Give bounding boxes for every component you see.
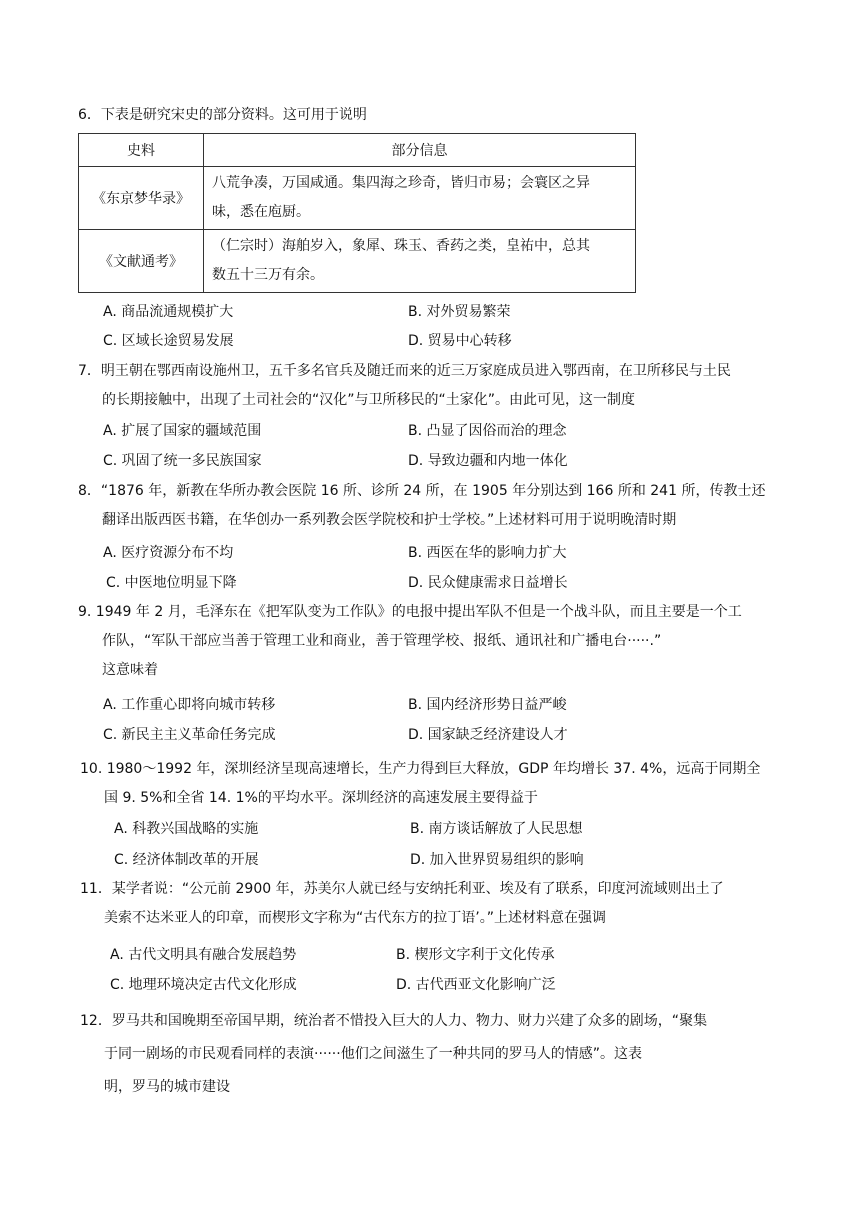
stem-line: 8．“1876 年，新教在华所办教会医院 16 所、诊所 24 所，在 1905 年分别达到 166 所和 241 所，传教士还	[78, 483, 766, 499]
table-header-row	[79, 134, 636, 167]
table-row	[79, 167, 636, 230]
option-a[interactable]: A. 商品流通规模扩大	[103, 304, 234, 320]
table-header-info: 部分信息	[204, 134, 636, 167]
option-b[interactable]: B. 西医在华的影响力扩大	[408, 545, 567, 561]
stem-line: 9. 1949 年 2 月，毛泽东在《把军队变为工作队》的电报中提出军队不但是一个战斗队，而且主要是一个工	[78, 604, 742, 620]
info-line: 数五十三万有余。	[212, 267, 324, 283]
option-d[interactable]: D. 贸易中心转移	[408, 333, 512, 349]
option-c[interactable]: C. 地理环境决定古代文化形成	[110, 977, 297, 993]
option-d[interactable]: D. 加入世界贸易组织的影响	[410, 852, 584, 868]
question-12-stem	[80, 1005, 707, 1104]
question-10-stem	[80, 755, 760, 813]
stem-line: 10. 1980～1992 年，深圳经济呈现高速增长，生产力得到巨大释放，GDP 年均增长 37. 4%，远高于同期全	[80, 761, 761, 777]
option-d[interactable]: D. 导致边疆和内地一体化	[408, 453, 568, 469]
table-cell-info	[204, 230, 636, 293]
option-b[interactable]: B. 国内经济形势日益严峻	[408, 697, 567, 713]
table-cell-source: 《东京梦华录》	[79, 167, 204, 230]
question-11-stem	[80, 875, 724, 933]
stem-line: 作队，“军队干部应当善于管理工业和商业，善于管理学校、报纸、通讯社和广播电台·····.”	[102, 633, 662, 649]
info-line: （仁宗时）海舶岁入，象犀、珠玉、香药之类，皇祐中，总其	[212, 238, 590, 254]
option-a[interactable]: A. 科教兴国战略的实施	[114, 821, 259, 837]
option-c[interactable]: C. 巩固了统一多民族国家	[103, 453, 262, 469]
option-b[interactable]: B. 凸显了因俗而治的理念	[408, 423, 567, 439]
question-9-stem	[78, 598, 742, 685]
table-cell-source: 《文献通考》	[79, 230, 204, 293]
stem-line: 美索不达米亚人的印章，而楔形文字称为“古代东方的拉丁语’。”上述材料意在强调	[104, 910, 606, 926]
stem-line: 7．明王朝在鄂西南设施州卫，五千多名官兵及随迁而来的近三万家庭成员进入鄂西南，在卫所移民与土民	[78, 363, 731, 379]
option-d[interactable]: D. 民众健康需求日益增长	[408, 575, 568, 591]
table-row	[79, 230, 636, 293]
table-cell-info	[204, 167, 636, 230]
option-d[interactable]: D. 古代西亚文化影响广泛	[396, 977, 556, 993]
question-8-stem	[78, 477, 765, 535]
option-a[interactable]: A. 医疗资源分布不均	[103, 545, 234, 561]
table-header-source: 史料	[79, 134, 204, 167]
option-c[interactable]: C. 中医地位明显下降	[106, 575, 237, 591]
stem-line: 12．罗马共和国晚期至帝国早期，统治者不惜投入巨大的人力、物力、财力兴建了众多的剧场，“聚集	[80, 1013, 708, 1029]
option-b[interactable]: B. 楔形文字利于文化传承	[396, 947, 555, 963]
option-d[interactable]: D. 国家缺乏经济建设人才	[408, 727, 568, 743]
option-c[interactable]: C. 新民主主义革命任务完成	[103, 727, 276, 743]
option-a[interactable]: A. 扩展了国家的疆域范围	[103, 423, 262, 439]
info-line: 八荒争凑，万国咸通。集四海之珍奇，皆归市易；会寰区之异	[212, 175, 590, 191]
question-stem	[78, 101, 367, 130]
stem-line: 于同一剧场的市民观看同样的表演······他们之间滋生了一种共同的罗马人的情感”。这表	[104, 1046, 642, 1062]
stem-line: 国 9. 5%和全省 14. 1%的平均水平。深圳经济的高速发展主要得益于	[104, 790, 538, 806]
stem-line: 这意味着	[102, 662, 158, 678]
option-b[interactable]: B. 南方谈话解放了人民思想	[410, 821, 583, 837]
option-c[interactable]: C. 区域长途贸易发展	[103, 333, 234, 349]
option-c[interactable]: C. 经济体制改革的开展	[114, 852, 259, 868]
question-7-stem	[78, 357, 731, 415]
stem-line: 翻译出版西医书籍，在华创办一系列教会医学院校和护士学校。”上述材料可用于说明晚清时期	[102, 512, 677, 528]
option-a[interactable]: A. 古代文明具有融合发展趋势	[110, 947, 297, 963]
source-table	[78, 133, 636, 293]
info-line: 味，悉在庖厨。	[212, 204, 310, 220]
stem-line: 的长期接触中，出现了土司社会的“汉化”与卫所移民的“土家化”。由此可见，这一制度	[102, 392, 636, 408]
option-a[interactable]: A. 工作重心即将向城市转移	[103, 697, 276, 713]
stem-line: 11．某学者说：“公元前 2900 年，苏美尔人就已经与安纳托利亚、埃及有了联系，印度河流域则出土了	[80, 881, 724, 897]
stem-line: 明，罗马的城市建设	[104, 1079, 230, 1095]
option-b[interactable]: B. 对外贸易繁荣	[408, 304, 511, 320]
stem-line: 6．下表是研究宋史的部分资料。这可用于说明	[78, 107, 367, 123]
